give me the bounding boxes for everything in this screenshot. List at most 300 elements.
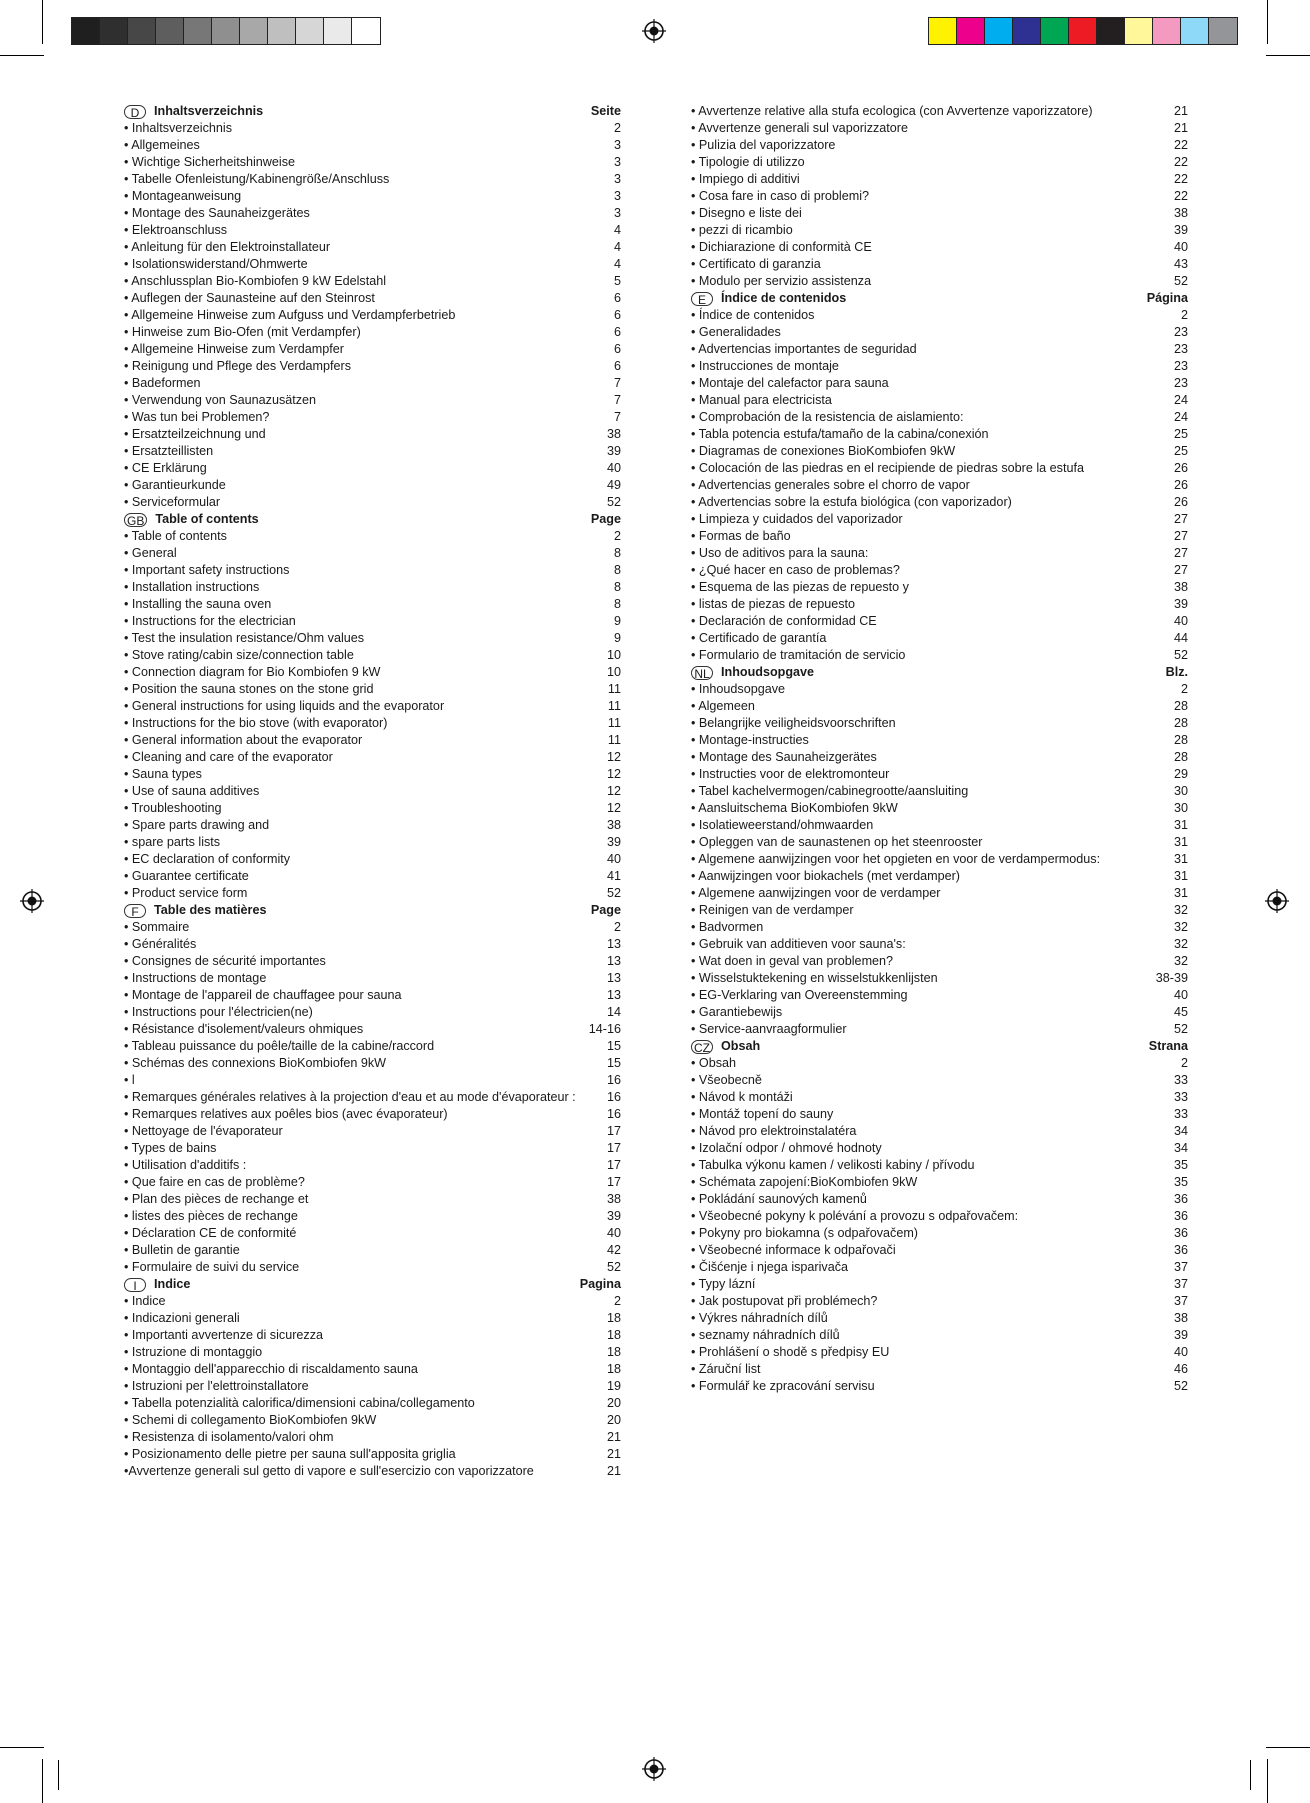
toc-entry <box>124 375 621 392</box>
toc-entry-text: • l <box>124 1073 135 1087</box>
toc-entry <box>691 409 1188 426</box>
toc-entry-text: • Formulář ke zpracování servisu <box>691 1379 875 1393</box>
toc-entry <box>124 1361 621 1378</box>
toc-entry <box>691 392 1188 409</box>
toc-entry-text: • Všeobecné pokyny k polévání a provozu s odpařovačem: <box>691 1209 1019 1223</box>
toc-entry-page: 28 <box>1173 733 1188 747</box>
toc-entry-text: • Aansluitschema BioKombiofen 9kW <box>691 801 898 815</box>
toc-entry <box>691 647 1188 664</box>
toc-entry <box>124 1463 621 1480</box>
crop-mark <box>0 55 44 56</box>
toc-entry-text: •Avvertenze generali sul getto di vapore e sull'esercizio con vaporizzatore <box>124 1464 534 1478</box>
toc-entry-page: 40 <box>1173 240 1188 254</box>
toc-entry-page: 39 <box>606 835 621 849</box>
toc-entry-text: • Stove rating/cabin size/connection table <box>124 648 354 662</box>
color-swatch <box>1125 18 1153 44</box>
toc-entry <box>691 732 1188 749</box>
page-column-label: Page <box>590 512 621 526</box>
section-heading <box>124 902 266 919</box>
toc-entry <box>124 1344 621 1361</box>
toc-entry <box>124 1378 621 1395</box>
toc-entry <box>691 120 1188 137</box>
crop-mark <box>1250 1760 1251 1790</box>
toc-entry <box>124 1174 621 1191</box>
toc-entry-page: 11 <box>607 716 621 730</box>
toc-entry <box>691 171 1188 188</box>
toc-entry <box>691 1072 1188 1089</box>
toc-entry <box>691 545 1188 562</box>
page-column-label: Strana <box>1148 1039 1188 1053</box>
toc-entry-text: • Certificato di garanzia <box>691 257 821 271</box>
toc-entry <box>691 511 1188 528</box>
toc-entry <box>691 1242 1188 1259</box>
toc-entry-text: • Čišćenje i njega isparivača <box>691 1260 849 1274</box>
toc-entry <box>691 1344 1188 1361</box>
toc-entry-page: 25 <box>1173 444 1188 458</box>
toc-entry-text: • Isolationswiderstand/Ohmwerte <box>124 257 308 271</box>
page-column-label: Page <box>590 903 621 917</box>
toc-entry-page: 40 <box>606 1226 621 1240</box>
color-swatch <box>1041 18 1069 44</box>
toc-entry-text: • Formulario de tramitación de servicio <box>691 648 906 662</box>
toc-entry-text: • Allgemeine Hinweise zum Verdampfer <box>124 342 345 356</box>
toc-entry <box>124 222 621 239</box>
toc-entry-page: 43 <box>1173 257 1188 271</box>
toc-entry-text: • Bulletin de garantie <box>124 1243 240 1257</box>
toc-entry <box>691 953 1188 970</box>
toc-entry-page: 6 <box>613 325 621 339</box>
toc-entry <box>124 528 621 545</box>
toc-entry-text: • Uso de aditivos para la sauna: <box>691 546 869 560</box>
toc-entry-page: 32 <box>1173 920 1188 934</box>
toc-entry <box>124 460 621 477</box>
toc-entry-page: 28 <box>1173 750 1188 764</box>
toc-entry-page: 21 <box>1173 121 1188 135</box>
toc-entry-page: 7 <box>613 393 621 407</box>
toc-entry <box>124 205 621 222</box>
toc-entry-page: 10 <box>606 665 621 679</box>
toc-entry-text: • Ersatzteilzeichnung und <box>124 427 266 441</box>
toc-entry <box>124 1123 621 1140</box>
toc-entry <box>691 205 1188 222</box>
toc-entry-text: • Ersatzteillisten <box>124 444 214 458</box>
color-swatch <box>957 18 985 44</box>
toc-entry <box>691 307 1188 324</box>
toc-entry-text: • Table of contents <box>124 529 227 543</box>
toc-entry-page: 2 <box>613 121 621 135</box>
section-title: Table of contents <box>155 512 259 526</box>
toc-entry-page: 39 <box>606 444 621 458</box>
toc-entry <box>691 698 1188 715</box>
toc-entry-text: • Anschlussplan Bio-Kombiofen 9 kW Edelstahl <box>124 274 387 288</box>
toc-entry-text: • Modulo per servizio assistenza <box>691 274 872 288</box>
toc-entry <box>124 443 621 460</box>
toc-entry-text: • listas de piezas de repuesto <box>691 597 856 611</box>
toc-entry <box>124 783 621 800</box>
toc-entry <box>691 749 1188 766</box>
toc-entry-page: 19 <box>606 1379 621 1393</box>
toc-entry-page: 21 <box>1173 104 1188 118</box>
language-badge: F <box>124 904 146 918</box>
toc-entry <box>124 1106 621 1123</box>
toc-entry-text: • Isolatieweerstand/ohmwaarden <box>691 818 874 832</box>
toc-entry-text: • Všeobecně <box>691 1073 762 1087</box>
toc-entry <box>691 460 1188 477</box>
toc-entry-page: 20 <box>606 1413 621 1427</box>
toc-entry-page: 27 <box>1173 512 1188 526</box>
toc-entry-text: • Généralités <box>124 937 197 951</box>
toc-entry-page: 39 <box>1173 597 1188 611</box>
crop-mark <box>1266 1747 1310 1748</box>
toc-entry-text: • Remarques relatives aux poêles bios (avec évaporateur) <box>124 1107 448 1121</box>
toc-entry-text: • Guarantee certificate <box>124 869 249 883</box>
toc-entry-text: • Product service form <box>124 886 248 900</box>
page-column-label: Página <box>1146 291 1188 305</box>
toc-entry-page: 17 <box>606 1141 621 1155</box>
toc-entry-text: • Tipologie di utilizzo <box>691 155 805 169</box>
toc-entry-page: 34 <box>1173 1141 1188 1155</box>
toc-entry-text: • Aanwijzingen voor biokachels (met verdamper) <box>691 869 961 883</box>
toc-entry <box>124 936 621 953</box>
toc-entry-text: • Avvertenze generali sul vaporizzatore <box>691 121 908 135</box>
toc-entry-page: 3 <box>613 155 621 169</box>
toc-entry-page: 52 <box>1173 274 1188 288</box>
toc-entry-text: • Diagramas de conexiones BioKombiofen 9kW <box>691 444 956 458</box>
section-header <box>691 290 1188 307</box>
toc-entry-page: 31 <box>1173 835 1188 849</box>
toc-entry-text: • Disegno e liste dei <box>691 206 802 220</box>
toc-entry <box>124 579 621 596</box>
toc-entry <box>691 766 1188 783</box>
toc-entry-text: • Types de bains <box>124 1141 217 1155</box>
crop-mark <box>42 0 43 44</box>
toc-entry-text: • Auflegen der Saunasteine auf den Steinrost <box>124 291 375 305</box>
toc-entry-page: 11 <box>607 682 621 696</box>
toc-entry <box>691 1157 1188 1174</box>
toc-entry <box>691 1259 1188 1276</box>
toc-entry-text: • Hinweise zum Bio-Ofen (mit Verdampfer) <box>124 325 361 339</box>
toc-entry-page: 14-16 <box>588 1022 621 1036</box>
toc-entry <box>124 1446 621 1463</box>
color-swatch <box>1181 18 1209 44</box>
toc-entry <box>691 936 1188 953</box>
toc-entry-text: • Remarques générales relatives à la projection d'eau et au mode d'évaporateur : <box>124 1090 576 1104</box>
toc-entry <box>691 103 1188 120</box>
toc-entry-page: 18 <box>606 1311 621 1325</box>
toc-entry <box>124 1140 621 1157</box>
toc-entry-page: 17 <box>606 1175 621 1189</box>
toc-entry <box>124 613 621 630</box>
toc-entry <box>691 902 1188 919</box>
toc-entry-page: 27 <box>1173 563 1188 577</box>
toc-entry-text: • Montáž topení do sauny <box>691 1107 834 1121</box>
toc-entry <box>124 732 621 749</box>
toc-entry-text: • Instructions pour l'électricien(ne) <box>124 1005 313 1019</box>
toc-entry <box>691 1004 1188 1021</box>
toc-entry-page: 22 <box>1173 172 1188 186</box>
toc-entry-page: 32 <box>1173 937 1188 951</box>
toc-entry-page: 23 <box>1173 342 1188 356</box>
color-swatch <box>1153 18 1181 44</box>
toc-entry-text: • Colocación de las piedras en el recipiende de piedras sobre la estufa <box>691 461 1084 475</box>
toc-entry-page: 28 <box>1173 716 1188 730</box>
registration-mark-icon <box>642 1757 666 1781</box>
toc-entry-page: 52 <box>1173 648 1188 662</box>
toc-entry-page: 27 <box>1173 529 1188 543</box>
toc-entry-text: • Tableau puissance du poêle/taille de la cabine/raccord <box>124 1039 435 1053</box>
toc-entry-text: • Všeobecné informace k odpařovači <box>691 1243 896 1257</box>
toc-entry <box>691 256 1188 273</box>
toc-entry-text: • Pulizia del vaporizzatore <box>691 138 836 152</box>
toc-entry-page: 8 <box>613 546 621 560</box>
toc-entry-page: 38-39 <box>1155 971 1188 985</box>
toc-entry <box>124 154 621 171</box>
toc-entry-text: • Declaración de conformidad CE <box>691 614 877 628</box>
toc-entry <box>124 1089 621 1106</box>
gray-swatch <box>296 18 324 44</box>
language-badge: D <box>124 105 146 119</box>
toc-entry <box>124 664 621 681</box>
toc-entry-text: • Avvertenze relative alla stufa ecologica (con Avvertenze vaporizzatore) <box>691 104 1093 118</box>
language-badge: I <box>124 1278 146 1292</box>
toc-entry-page: 52 <box>606 1260 621 1274</box>
toc-entry-page: 22 <box>1173 189 1188 203</box>
toc-entry-page: 34 <box>1173 1124 1188 1138</box>
gray-swatch <box>184 18 212 44</box>
toc-entry <box>124 1191 621 1208</box>
page-column-label: Blz. <box>1165 665 1188 679</box>
toc-entry-page: 9 <box>613 631 621 645</box>
toc-entry <box>691 188 1188 205</box>
process-color-bar <box>928 17 1238 45</box>
crop-mark <box>0 1747 44 1748</box>
toc-entry <box>124 1242 621 1259</box>
toc-entry-text: • Esquema de las piezas de repuesto y <box>691 580 909 594</box>
toc-entry <box>691 1174 1188 1191</box>
toc-entry <box>124 1055 621 1072</box>
toc-entry <box>124 545 621 562</box>
toc-entry-page: 10 <box>606 648 621 662</box>
toc-entry-text: • Cosa fare in caso di problemi? <box>691 189 870 203</box>
toc-entry-text: • Installing the sauna oven <box>124 597 272 611</box>
toc-entry <box>691 1225 1188 1242</box>
toc-entry-page: 31 <box>1173 886 1188 900</box>
toc-entry-page: 38 <box>606 818 621 832</box>
toc-entry <box>124 1038 621 1055</box>
gray-swatch <box>324 18 352 44</box>
toc-entry-text: • EC declaration of conformity <box>124 852 291 866</box>
toc-entry <box>691 1310 1188 1327</box>
page-column-label: Pagina <box>579 1277 621 1291</box>
toc-entry-page: 18 <box>606 1345 621 1359</box>
toc-entry-text: • Sauna types <box>124 767 202 781</box>
toc-entry-text: • pezzi di ricambio <box>691 223 793 237</box>
crop-mark <box>42 1759 43 1803</box>
toc-entry <box>124 307 621 324</box>
toc-entry-text: • Instructies voor de elektromonteur <box>691 767 890 781</box>
toc-entry-text: • Schémata zapojení:BioKombiofen 9kW <box>691 1175 918 1189</box>
toc-entry-text: • CE Erklärung <box>124 461 207 475</box>
toc-entry <box>691 851 1188 868</box>
section-heading <box>124 1276 190 1293</box>
toc-entry-text: • Troubleshooting <box>124 801 222 815</box>
language-badge: NL <box>691 666 713 680</box>
toc-entry-page: 32 <box>1173 903 1188 917</box>
section-heading <box>124 103 263 120</box>
toc-entry <box>691 1208 1188 1225</box>
toc-entry <box>691 800 1188 817</box>
toc-entry-page: 26 <box>1173 461 1188 475</box>
toc-entry-page: 18 <box>606 1328 621 1342</box>
toc-entry-page: 16 <box>606 1107 621 1121</box>
toc-entry-text: • Badvormen <box>691 920 764 934</box>
toc-entry-page: 4 <box>613 240 621 254</box>
toc-entry-page: 21 <box>606 1430 621 1444</box>
toc-entry <box>691 1021 1188 1038</box>
toc-entry-page: 5 <box>613 274 621 288</box>
toc-entry-page: 14 <box>606 1005 621 1019</box>
toc-entry-page: 8 <box>613 580 621 594</box>
gray-swatch <box>240 18 268 44</box>
toc-entry-page: 32 <box>1173 954 1188 968</box>
toc-entry <box>124 188 621 205</box>
section-heading <box>691 664 814 681</box>
toc-entry-text: • Tabulka výkonu kamen / velikosti kabiny / přívodu <box>691 1158 975 1172</box>
toc-entry-text: • Tabella potenzialità calorifica/dimensioni cabina/collegamento <box>124 1396 475 1410</box>
toc-entry <box>691 1361 1188 1378</box>
toc-entry <box>124 409 621 426</box>
toc-entry-page: 6 <box>613 359 621 373</box>
toc-entry-text: • Istruzioni per l'elettroinstallatore <box>124 1379 309 1393</box>
toc-entry <box>691 817 1188 834</box>
toc-entry-page: 13 <box>606 954 621 968</box>
toc-entry <box>124 766 621 783</box>
toc-entry <box>124 562 621 579</box>
toc-entry <box>691 1055 1188 1072</box>
toc-entry-text: • Consignes de sécurité importantes <box>124 954 326 968</box>
toc-entry <box>691 1089 1188 1106</box>
toc-entry-text: • Tabelle Ofenleistung/Kabinengröße/Anschluss <box>124 172 390 186</box>
toc-entry <box>124 885 621 902</box>
toc-entry-text: • Allgemeine Hinweise zum Aufguss und Verdampferbetrieb <box>124 308 456 322</box>
toc-entry-text: • Déclaration CE de conformité <box>124 1226 297 1240</box>
toc-entry-page: 6 <box>613 291 621 305</box>
toc-entry-text: • Anleitung für den Elektroinstallateur <box>124 240 331 254</box>
toc-entry-text: • Service-aanvraagformulier <box>691 1022 847 1036</box>
toc-entry-text: • Montage des Saunaheizgerätes <box>124 206 310 220</box>
toc-entry-page: 26 <box>1173 478 1188 492</box>
toc-entry <box>691 834 1188 851</box>
toc-entry-page: 40 <box>1173 614 1188 628</box>
toc-entry-page: 35 <box>1173 1175 1188 1189</box>
toc-entry <box>691 239 1188 256</box>
toc-entry <box>124 1225 621 1242</box>
toc-entry <box>124 953 621 970</box>
toc-entry-text: • Serviceformular <box>124 495 221 509</box>
gray-swatch <box>212 18 240 44</box>
toc-entry-page: 39 <box>1173 223 1188 237</box>
toc-entry-text: • Gebruik van additieven voor sauna's: <box>691 937 906 951</box>
section-header <box>124 511 621 528</box>
toc-entry <box>124 749 621 766</box>
toc-entry-text: • Montaje del calefactor para sauna <box>691 376 889 390</box>
toc-entry-text: • Obsah <box>691 1056 737 1070</box>
toc-entry-text: • Allgemeines <box>124 138 200 152</box>
toc-entry-text: • Verwendung von Saunazusätzen <box>124 393 317 407</box>
toc-entry <box>124 834 621 851</box>
toc-entry-page: 39 <box>1173 1328 1188 1342</box>
toc-entry-text: • Advertencias sobre la estufa biológica (con vaporizador) <box>691 495 1012 509</box>
toc-entry-text: • Wichtige Sicherheitshinweise <box>124 155 295 169</box>
toc-entry <box>124 1259 621 1276</box>
toc-entry-page: 27 <box>1173 546 1188 560</box>
toc-entry <box>124 1395 621 1412</box>
toc-entry <box>124 1004 621 1021</box>
toc-entry-page: 18 <box>606 1362 621 1376</box>
toc-column-right <box>691 103 1188 1395</box>
toc-entry-text: • Advertencias generales sobre el chorro de vapor <box>691 478 970 492</box>
toc-entry-text: • Impiego di additivi <box>691 172 800 186</box>
toc-entry-text: • Prohlášení o shodě s předpisy EU <box>691 1345 890 1359</box>
toc-entry-text: • Schemi di collegamento BioKombiofen 9kW <box>124 1413 377 1427</box>
section-header <box>691 1038 1188 1055</box>
toc-entry-page: 11 <box>607 699 621 713</box>
toc-entry-text: • Instrucciones de montaje <box>691 359 839 373</box>
color-swatch <box>1013 18 1041 44</box>
section-heading <box>124 511 259 528</box>
toc-entry-page: 3 <box>613 189 621 203</box>
crop-mark <box>1267 0 1268 44</box>
section-title: Inhoudsopgave <box>721 665 815 679</box>
toc-entry <box>691 596 1188 613</box>
toc-entry-text: • Manual para electricista <box>691 393 832 407</box>
registration-mark-icon <box>1265 889 1289 913</box>
toc-entry-page: 16 <box>606 1073 621 1087</box>
toc-entry-page: 36 <box>1173 1209 1188 1223</box>
grayscale-color-bar <box>71 17 381 45</box>
toc-entry-page: 44 <box>1173 631 1188 645</box>
toc-entry-text: • Dichiarazione di conformità CE <box>691 240 872 254</box>
toc-entry-page: 40 <box>606 852 621 866</box>
toc-entry <box>691 375 1188 392</box>
toc-entry <box>124 1327 621 1344</box>
toc-entry-text: • Inhaltsverzeichnis <box>124 121 233 135</box>
color-swatch <box>929 18 957 44</box>
toc-entry-text: • Algemene aanwijzingen voor het opgieten en voor de verdampermodus: <box>691 852 1101 866</box>
toc-entry-text: • Návod k montáži <box>691 1090 793 1104</box>
toc-entry-text: • spare parts lists <box>124 835 221 849</box>
toc-entry-page: 31 <box>1173 869 1188 883</box>
toc-entry-text: • Installation instructions <box>124 580 260 594</box>
toc-entry <box>124 919 621 936</box>
toc-entry <box>124 290 621 307</box>
toc-entry <box>124 171 621 188</box>
toc-entry-page: 52 <box>606 495 621 509</box>
gray-swatch <box>156 18 184 44</box>
toc-entry-text: • Indicazioni generali <box>124 1311 240 1325</box>
toc-entry-page: 37 <box>1173 1277 1188 1291</box>
gray-swatch <box>128 18 156 44</box>
toc-entry <box>691 1123 1188 1140</box>
toc-entry-page: 33 <box>1173 1073 1188 1087</box>
toc-entry-text: • Resistenza di isolamento/valori ohm <box>124 1430 334 1444</box>
toc-entry <box>124 1208 621 1225</box>
toc-entry-text: • Badeformen <box>124 376 201 390</box>
toc-entry <box>124 800 621 817</box>
color-swatch <box>985 18 1013 44</box>
toc-entry-text: • Tabel kachelvermogen/cabinegrootte/aansluiting <box>691 784 969 798</box>
toc-entry-page: 38 <box>606 1192 621 1206</box>
